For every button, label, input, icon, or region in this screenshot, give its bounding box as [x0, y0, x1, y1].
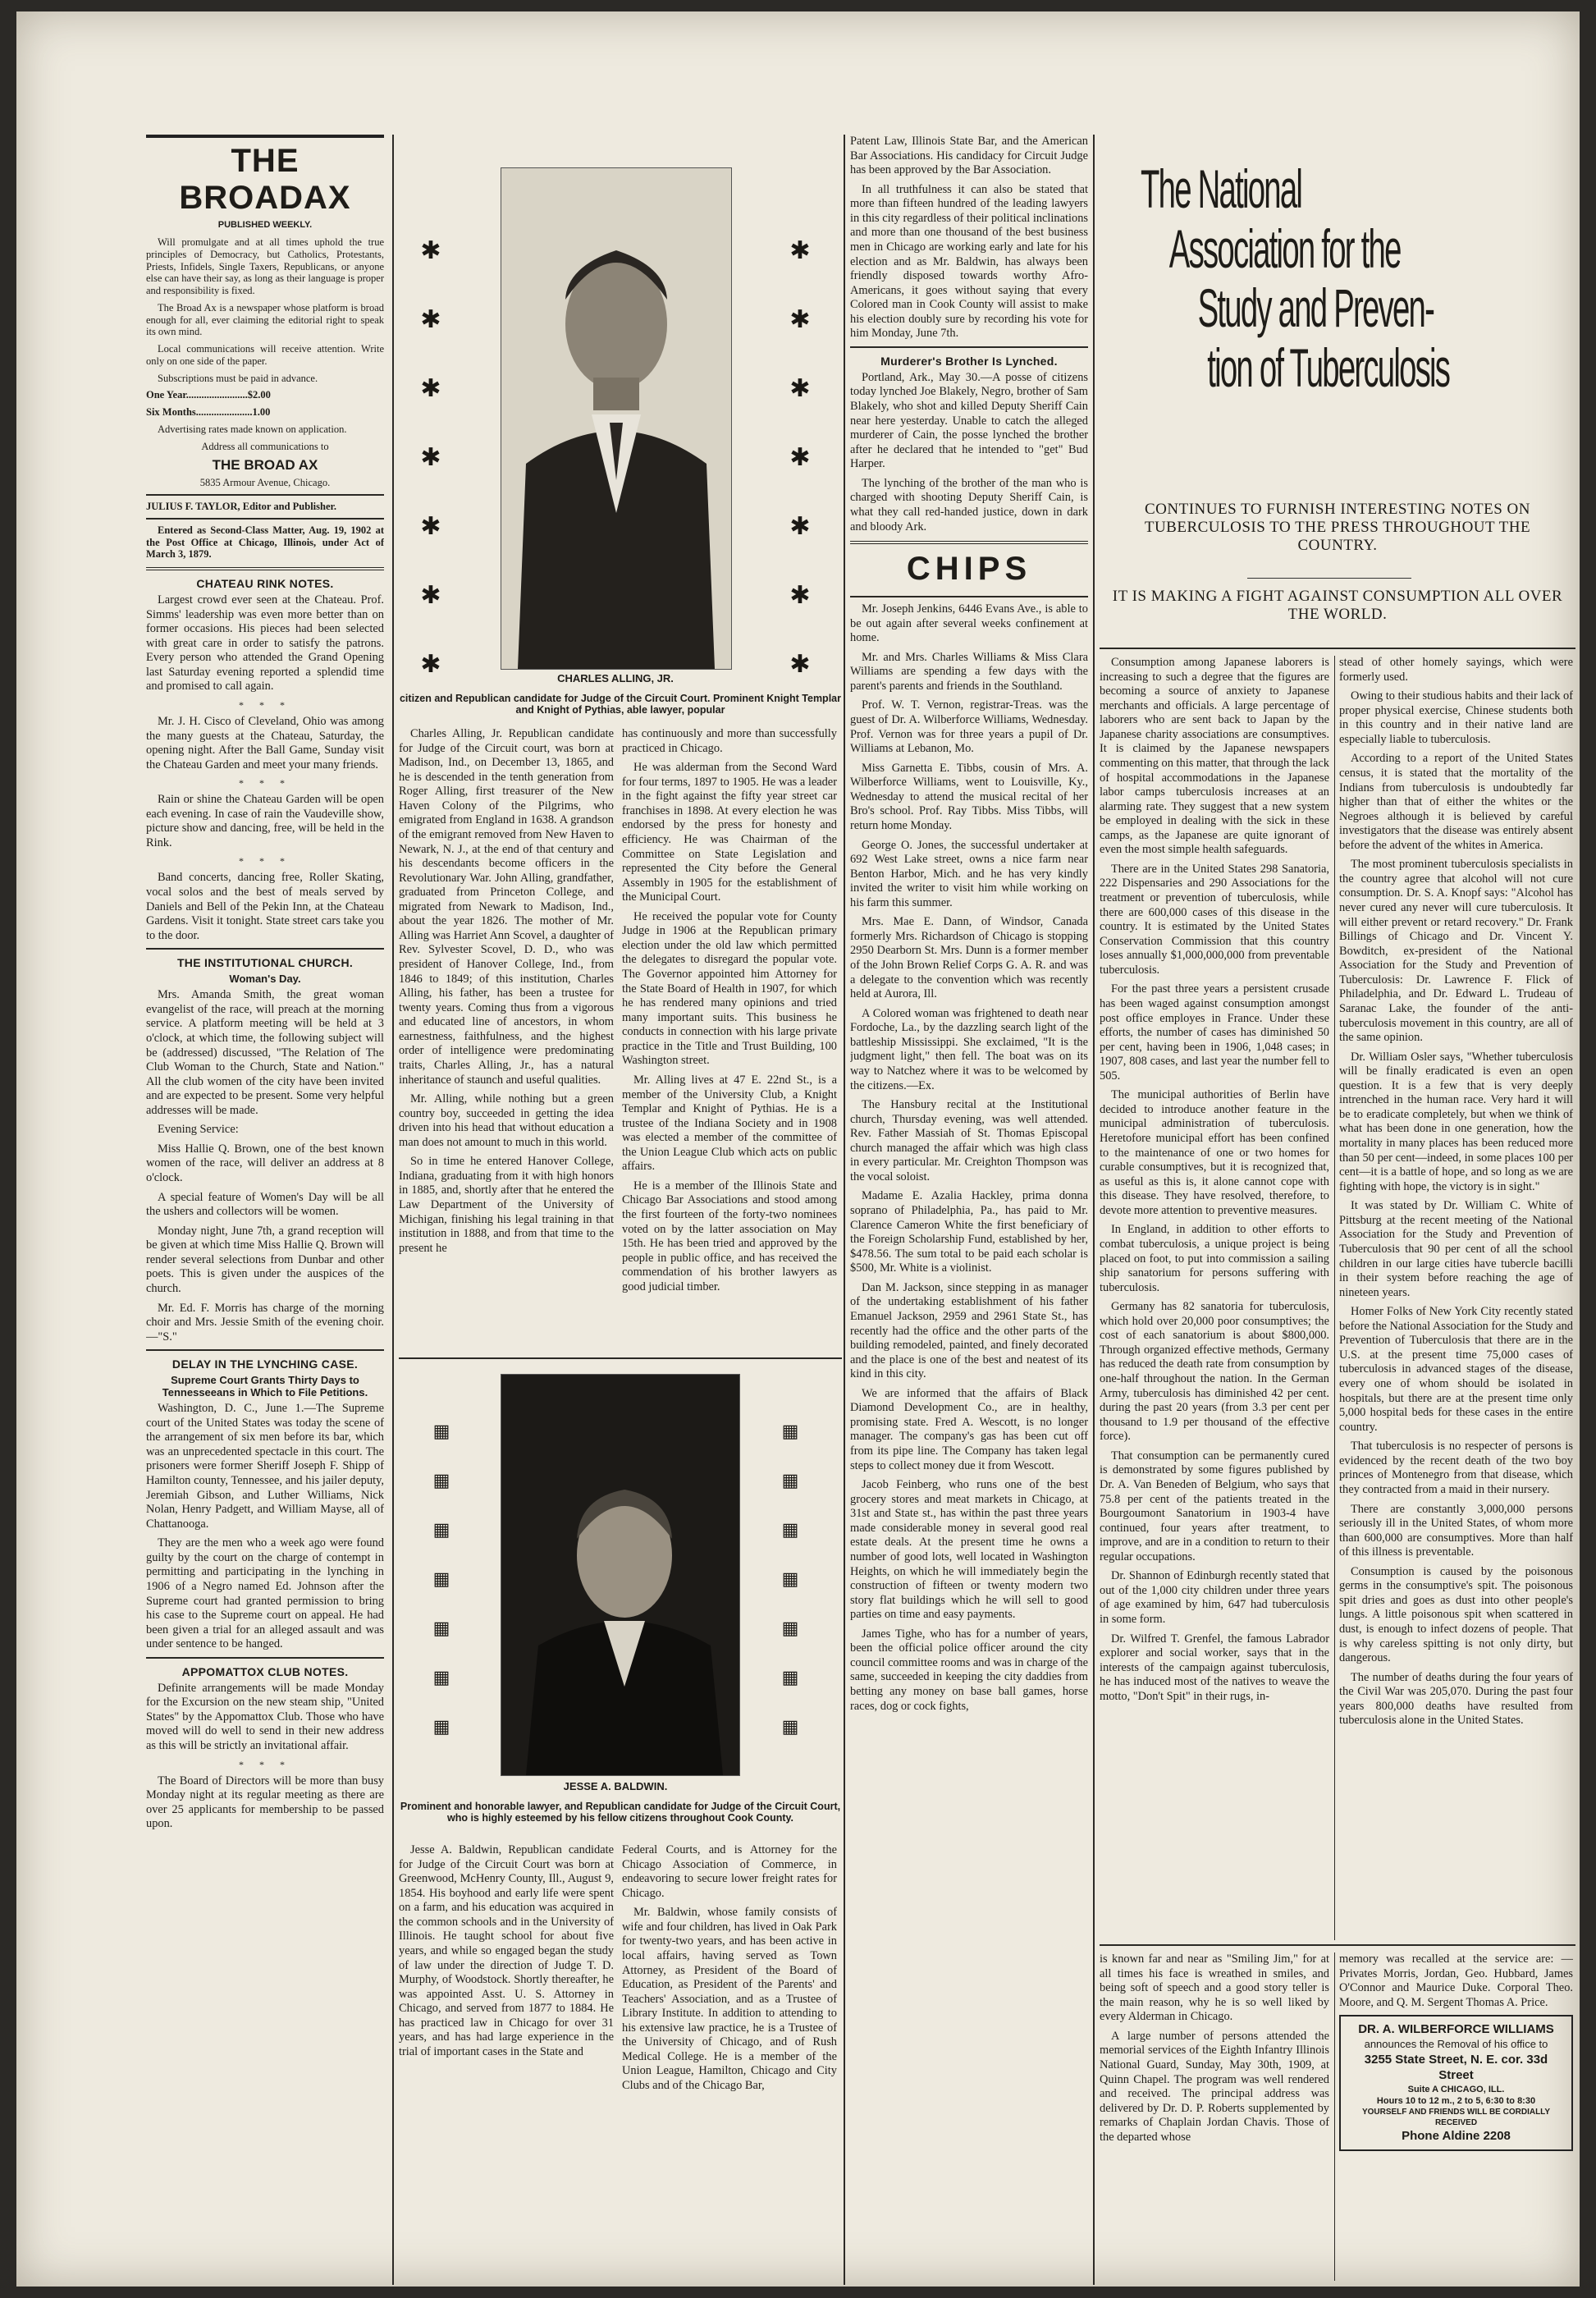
- article-paragraph: Mrs. Amanda Smith, the great woman evangelist of the race, will preach at the morning service. A platform meeting will be held at 3 o'clock, at which time, the following subject will be (addressed) discussed, "The Relation of The Club Woman to the Church, State and Nation." All the club women of the city have been invited and are expected to be present. Some very helpful addresses will be made.: [146, 988, 384, 1117]
- article-headline: THE INSTITUTIONAL CHURCH.: [176, 956, 354, 970]
- column-1: THE BROADAX PUBLISHED WEEKLY. Will promulgate and at all times uphold the true principles of Democracy, but Catholics, Protestants, Priests, Infidels, Single Taxers, Republicans, or anyone else can have their say, as long as their language is proper and responsibility is fixed. The Broad Ax is a newspaper whose platform is broad enough for all, ever claiming the editorial right to speak its own mind. Local communications will receive attention. Write only on one side of the paper. Subscriptions must be paid in advance. One Year........................$2.00 Six Months......................1.00 Advertising rates made known on application. Address all communications to THE BROAD AX 5835 Armour Avenue, Chicago. JULIUS F. TAYLOR, Editor and Publisher. Entered as Second-Class Matter, Aug. 19, 1902 at the Post Office at Chicago, Illinois, under Act of March 3, 1879. CHATEAU RINK NOTES. Largest crowd ever seen at the Chateau. Prof. Simms' leadership was even more better than on former occasions. His pieces had been selected with great care in order to satisfy the patrons. Every person who attended the Grand Opening last Saturday evening reported a splendid time and promised to call again. * * * Mr. J. H. Cisco of Cleveland, Ohio was among the many guests at the Chateau, Saturday, the opening night. After the Ball Game, Sunday visit the Chateau Garden and meet your many friends. * * * Rain or shine the Chateau Garden will be open each evening. In case of rain the Vaudeville show, picture show and dancing, free, will be held in the Rink. * * * Band concerts, dancing free, Roller Skating, vocal solos and the best of meals served by Daniels and Bell of the Pekin Inn, at the Chateau Gardens. Visit it tonight. State street cars take you to the door. THE INSTITUTIONAL CHURCH. Woman's Day. Mrs. Amanda Smith, the great woman evangelist of the race, will preach at the morning service. A platform meeting will be held at 3 o'clock, at which time, the following subject will be (addressed) discussed, "The Relation of The Club Woman to the Church, State and Nation." All the club women of the city have been invited and are expected to be present. Some very helpful addresses will be made. Evening Service: Miss Hallie Q. Brown, one of the best known women of the race, will deliver an address at 8 o'clock. A special feature of Women's Day will be all the ushers and collectors will be women. Monday night, June 7th, a grand reception will be given at which time Miss Hallie Q. Brown will render several selections from Dunbar and other poets. This is given under the auspices of the church. Mr. Ed. F. Morris has charge of the morning choir and Mrs. Jessie Smith of the evening choir.—"S." DELAY IN THE LYNCHING CASE. Supreme Court Grants Thirty Days to Tennesseeans in Which to File Petitions. Washington, D. C., June 1.—The Supreme court of the United States was today the scene of the arrangement of six men before its bar, which was an unprecedented spectacle in this court. The prisoners were former Sheriff Joseph F. Shipp of Hamilton county, Tennessee, and his jailer deputy, Jeremiah Gibson, and Luther Williams, Nick Nolan, Henry Padgett, and William Mayse, all of Chattanooga. They are the men who a week ago were found guilty by the court on the charge of contempt in permitting and participating in the lynching in 1906 of a Negro named Ed. Johnson after the Supreme court had granted permission to bring his case to the Supreme court on appeal. He had been given a trial for an alleged assault and was under sentence to be hanged. APPOMATTOX CLUB NOTES. Definite arrangements will be made Monday for the Excursion on the new steam ship, "United States" by the Appomattox Club. Those who have moved will do well to send in their new address as this will be strictly an invitational affair. * * * The Board of Directors will be more than busy Monday night at its regular meeting as there are over 25 applicants for membership to be passed upon.: [146, 135, 384, 2285]
- subscription-rate: Six Months......................1.00: [146, 406, 271, 418]
- article-paragraph: Patent Law, Illinois State Bar, and the American Bar Associations. His candidacy for Circuit Judge has been approved by the Bar Association.: [850, 135, 1088, 177]
- article-paragraph: That tuberculosis is no respecter of persons is evidenced by the recent death of the two boy princes of Montenegro from that disease, which they contracted from a maid in their nursery.: [1339, 1440, 1573, 1496]
- news-item: Jacob Feinberg, who runs one of the best grocery stores and meat markets in Chicago, at 31st and State st., has within the past three years made considerable money in several good real estate deals. At the present time he owns a number of good lots, well located in Washington Heights, on which he will immediately begin the construction of fifteen or twenty modern two story flat buildings which he will sell to good parties on time and easy payments.: [850, 1478, 1088, 1622]
- article-paragraph: Mr. Baldwin, whose family consists of wife and four children, has lived in Oak Park for twenty-two years, and has been active in local affairs, having served as Town Attorney, as President of the Board of Education, as President of the Parents' and Teachers' Association, and as a Trustee of Library Institute. In addition to attending to his extensive law practice, he is a Trustee of the University of Chicago, and of Rush Medical College. He is a member of the Union League, Hamilton, Chicago and City Clubs and of the Chicago Bar,: [622, 1906, 837, 2092]
- headline-line: Study and Preven-: [1197, 277, 1434, 339]
- paper-name: THE BROAD AX: [212, 457, 318, 474]
- headline-line: The National: [1141, 158, 1302, 219]
- headline-deck: IT IS MAKING A FIGHT AGAINST CONSUMPTION ALL OVER THE WORLD.: [1112, 588, 1563, 623]
- article-paragraph: Monday night, June 7th, a grand reception will be given at which time Miss Hallie Q. Brown will render several selections from Dunbar and other poets. This is given under the auspices of the church.: [146, 1224, 384, 1295]
- article-paragraph: Mr. Ed. F. Morris has charge of the morning choir and Mrs. Jessie Smith of the evening choir.—"S.": [146, 1301, 384, 1344]
- news-item: Mr. and Mrs. Charles Williams & Miss Clara Williams are spending a few days with the parent's parents and friends in the Southland.: [850, 650, 1088, 693]
- masthead-frequency: PUBLISHED WEEKLY.: [217, 220, 313, 230]
- article-paragraph: There are constantly 3,000,000 persons seriously ill in the United States, of whom more than 600,000 are consumptives. More than half of this illness is preventable.: [1339, 1502, 1573, 1559]
- masthead-platform: Local communications will receive attention. Write only on one side of the paper.: [146, 343, 384, 367]
- article-paragraph: Germany has 82 sanatoria for tuberculosis, which hold over 20,000 poor consumptives; the cost of each sanatorium is about $800,000. Through organized effective methods, Germany has reduced the death rate from consumption by one-half throughout the nation. In the German Army, tuberculosis has diminished 42 per cent. during the past 20 years (from 3.3 per cent per thousand to 1.9 per thousand of the effective force).: [1100, 1300, 1329, 1444]
- article-paragraph: Federal Courts, and is Attorney for the Chicago Association of Commerce, in endeavoring to secure lower freight rates for Chicago.: [622, 1843, 837, 1900]
- article-headline: APPOMATTOX CLUB NOTES.: [181, 1664, 349, 1678]
- article-paragraph: The number of deaths during the four years of the Civil War was 205,070. During the past four years 800,000 deaths have resulted from tuberculosis alone in the United States.: [1339, 1670, 1573, 1728]
- subscription-note: Subscriptions must be paid in advance.: [158, 372, 318, 384]
- masthead-title: THE BROADAX: [146, 135, 384, 217]
- article-paragraph: The most prominent tuberculosis specialists in the country agree that alcohol will not cure consumption. Dr. S. A. Knopf says: "Alcohol has never cured any never will cure tuberculosis. It will either prevent or retard recovery." Dr. Frank Billings of Chicago and Dr. Vincent Y. Bowditch, ex-president of the National Association for the Study and Prevention of Tuberculosis: Dr. Lawrence F. Flick of Philadelphia, and Dr. Edward L. Trudeau of Saranac Lake, the founder of the anti-tuberculosis movement in this country, are all of the same opinion.: [1339, 858, 1573, 1045]
- article-paragraph: Band concerts, dancing free, Roller Skating, vocal solos and the best of meals served by Daniels and Bell of the Pekin Inn, at the Chateau Gardens. Visit it tonight. State street cars take you to the door.: [146, 871, 384, 942]
- article-paragraph: That consumption can be permanently cured is demonstrated by some figures published by Dr. A. Van Beneden of Belgium, who says that 75.8 per cent of the patients treated in the Bourgoumont Sanatorium in 1903-4 have continued, four years after treatment, to improve, and are in a condition to return to their regular occupations.: [1100, 1449, 1329, 1563]
- article-paragraph: Dr. Wilfred T. Grenfel, the famous Labrador explorer and social worker, says that in the interests of the campaign against tuberculosis, he has induced most of the natives to weave the motto, "Don't Spit" in their rugs, in-: [1100, 1632, 1329, 1703]
- article-paragraph: Jesse A. Baldwin, Republican candidate for Judge of the Circuit Court was born at Greenwood, McHenry County, Ill., August 9, 1854. His boyhood and early life were spent on a farm, and his education was acquired in the common schools and in the University of Illinois. He taught school for about five years, and while so engaged began the study of law under the direction of Judge T. D. Murphy, of Woodstock. Shortly thereafter, he was appointed Asst. U. S. Attorney in Chicago, and served from 1877 to 1884. He has practiced law in Chicago for over 31 years, and has had large experience in the trial of important cases in the State and: [399, 1843, 614, 2058]
- tb-column-a: [1100, 656, 1329, 1940]
- article-headline: CHATEAU RINK NOTES.: [196, 577, 334, 590]
- article-subhead: Woman's Day.: [229, 973, 301, 986]
- article-paragraph: Largest crowd ever seen at the Chateau. Prof. Simms' leadership was even more better than on former occasions. His pieces had been selected with great care in order to satisfy the patrons. Every person who attended the Grand Opening last Saturday evening reported a splendid time and promised to call again.: [146, 593, 384, 694]
- news-item: A Colored woman was frightened to death near Fordoche, La., by the dazzling search light of the battleship Mississippi. She exclaimed, "It is the judgment light," then fell. The boat was on its way to Natchez where it was to be welcomed by the citizens.—Ex.: [850, 1006, 1088, 1092]
- address-note: Address all communications to: [201, 440, 329, 452]
- article-paragraph: Consumption is caused by the poisonous germs in the consumptive's spit. The poisonous spit dries and goes as dust into other people's lungs. A little poisonous spit when scattered in dust, is enough to infect dozens of people. That is why careless spitting is not only dirty, but dangerous.: [1339, 1564, 1573, 1665]
- article-paragraph: Dr. Shannon of Edinburgh recently stated that out of the 1,000 city children under three years of age examined by him, 647 had tuberculosis in some form.: [1100, 1569, 1329, 1626]
- chips-heading: CHIPS: [906, 551, 1032, 588]
- article-paragraph: He received the popular vote for County Judge in 1906 at the Republican primary election under the old law which permitted the delegates to disregard the popular vote. The Governor appointed him Attorney for the State Board of Health in 1907, for which he has rendered many opinions and tried many important suits. This business he conducts in connection with his large private practice in the Title and Trust Building, 100 Washington street.: [622, 909, 837, 1068]
- article-headline: DELAY IN THE LYNCHING CASE.: [171, 1357, 359, 1371]
- article-paragraph: The Board of Directors will be more than busy Monday night at its regular meeting as there are over 25 applicants for membership to be passed upon.: [146, 1774, 384, 1831]
- article-paragraph: Washington, D. C., June 1.—The Supreme court of the United States was today the scene of the arrangement of six men before its bar, which was an unprecedented spectacle in this court. The prisoners were former Sheriff Joseph F. Shipp of Hamilton county, Tennessee, and his jailer deputy, Jeremiah Gibson, and Luther Williams, Nick Nolan, Henry Padgett, and William Mayse, all of Chattanooga.: [146, 1402, 384, 1531]
- news-item: We are informed that the affairs of Black Diamond Development Co., are in healthy, promising state. Fred A. Wescott, is no longer manager. The company's gas has been cut off from its pipe line. The Company has taken legal steps to collect money due it from Wescott.: [850, 1386, 1088, 1472]
- article-paragraph: Rain or shine the Chateau Garden will be open each evening. In case of rain the Vaudeville show, picture show and dancing, free, will be held in the Rink.: [146, 793, 384, 849]
- article-paragraph: Owing to their studious habits and their lack of proper physical exercise, Chinese students both in this country and in their native land are especially liable to tuberculosis.: [1339, 689, 1573, 746]
- tb-column-b: [1339, 656, 1573, 1940]
- article-paragraph: Definite arrangements will be made Monday for the Excursion on the new steam ship, "United States" by the Appomattox Club. Those who have moved will do well to send in their new address as this will be strictly an invitational affair.: [146, 1681, 384, 1752]
- news-item: Miss Garnetta E. Tibbs, cousin of Mrs. A. Wilberforce Williams, went to Louisville, Ky., Wednesday to attend the musical recital of her Bro's school. Prof. Ray Tibbs. Miss Tibbs, will return home Monday.: [850, 761, 1088, 832]
- article-paragraph: Charles Alling, Jr. Republican candidate for Judge of the Circuit court, was born at Madison, Ind., on December 13, 1865, and he is descended in the tenth generation from Roger Alling, first treasurer of the New Haven Colony of the Pilgrims, who emigrated from England in 1638. A grandson of the emigrant removed from New Haven to Newark, N. J., at the end of that century and his descendants become officers in the Revolutionary War. John Alling, grandfather, graduated from Princeton College, and migrated from Newark to Madison, Ind., about the year 1826. The mother of Mr. Alling was Harriet Ann Scovel, a daughter of Rev. Sylvester Scovel, D. D., who was president of Hanover College, Ind., from 1846 to 1849; of this institution, Charles Alling, his father, has been a trustee for twenty years. Coming thus from a vigorous and educated line of ancestors, in whom earnestness, faithfulness, and the highest order of intelligence were predominating traits, Charles Alling, Jr., has a natural inheritance of staunch and useful qualities.: [399, 727, 614, 1087]
- article-paragraph: They are the men who a week ago were found guilty by the court on the charge of contempt in permitting and participating in the lynching in 1906 of a Negro named Ed. Johnson after the Supreme court had granted permission to bring his case to the Supreme court on appeal. He had been given a trial for an alleged assault and was under sentence to be hanged.: [146, 1536, 384, 1651]
- alling-column-b: [622, 727, 837, 1351]
- photo-caption-name: JESSE A. BALDWIN.: [563, 1780, 668, 1792]
- article-paragraph: The lynching of the brother of the man who is charged with shooting Deputy Sheriff Cain, is what they call red-handed justice, down in dark and bloody Ark.: [850, 476, 1088, 533]
- ornament-left: ▦ ▦ ▦ ▦ ▦ ▦ ▦: [432, 1421, 450, 1737]
- article-paragraph: Evening Service:: [158, 1123, 239, 1137]
- news-item: The Hansbury recital at the Institutional church, Thursday evening, was well attended. Rev. Father Massiah of St. Thomas Episcopal church managed the affair which was high class in every particular. Mr. Creighton Thompson was the vocal soloist.: [850, 1098, 1088, 1183]
- ad-line: 3255 State Street, N. E. cor. 33d Street: [1364, 2052, 1548, 2083]
- article-subhead: Supreme Court Grants Thirty Days to Tennesseeans in Which to File Petitions.: [162, 1374, 368, 1399]
- article-paragraph: Miss Hallie Q. Brown, one of the best known women of the race, will deliver an address at 8 o'clock.: [146, 1142, 384, 1184]
- article-paragraph: A special feature of Women's Day will be all the ushers and collectors will be women.: [146, 1190, 384, 1219]
- news-item: James Tighe, who has for a number of years, been the official police officer around the city council committee rooms and was in charge of the same, succeeded in keeping the city daddies from betting any money on base ball games, horse races, dog or cock fights,: [850, 1627, 1088, 1713]
- editor-line: JULIUS F. TAYLOR, Editor and Publisher.: [146, 501, 337, 512]
- ornament-left: ✱ ✱ ✱ ✱ ✱ ✱ ✱: [420, 237, 441, 678]
- article-paragraph: has continuously and more than successfully practiced in Chicago.: [622, 727, 837, 755]
- article-paragraph: The municipal authorities of Berlin have decided to introduce another feature in the municipal administration of tuberculosis. Heretofore municipal effort has been confined to the maintenance of one or two homes for curable consumptives, but it is recognized that, as useful as this is, it alone cannot cope with this disease. They have resolved, therefore, to devote more attention to preventive measures.: [1100, 1088, 1329, 1217]
- article-paragraph: He was alderman from the Second Ward for four terms, 1897 to 1905. He was a leader in the fight against the fifty year street car franchises in 1898. At every election he was endorsed by the press for honesty and efficiency. He was Chairman of the Committee on State Legislation and represented the City before the General Assembly in 1905 for the establishment of the Municipal Court.: [622, 761, 837, 904]
- article-paragraph: Homer Folks of New York City recently stated before the National Association for the Study and Prevention of Tuberculosis that there are in the U.S. at the present time 75,000 cases of tuberculosis in advanced stages of the disease, every one of whom should be isolated in hospitals, but there are at the present time only 5,000 hospital beds for these cases in the entire country.: [1339, 1305, 1573, 1434]
- portrait-charles-alling: [501, 167, 732, 670]
- headline-deck: CONTINUES TO FURNISH INTERESTING NOTES ON TUBERCULOSIS TO THE PRESS THROUGHOUT THE COUNTRY.: [1144, 501, 1531, 554]
- ad-line: Suite A CHICAGO, ILL.: [1407, 2084, 1505, 2094]
- masthead-platform: Will promulgate and at all times uphold the true principles of Democracy, but Catholics, Protestants, Priests, Infidels, Single Taxers, Republicans, or anyone else can have their say, as long as their language is proper and responsibility is fixed.: [146, 236, 384, 296]
- news-item: Madame E. Azalia Hackley, prima donna soprano of Philadelphia, Pa., has paid to Mr. Clarence Cameron White the first beneficiary of the Foreign Scholarship Fund, established by her, $478.56. The sum total to be paid each scholar is $500, Mr. White is a violinist.: [850, 1189, 1088, 1275]
- photo-caption: citizen and Republican candidate for Judge of the Circuit Court. Prominent Knight Templar and Knight of Pythias, able lawyer, popular: [399, 693, 841, 716]
- photo-caption: Prominent and honorable lawyer, and Republican candidate for Judge of the Circuit Court, who is highly esteemed by his fellow citizens throughout Cook County.: [400, 1801, 841, 1824]
- newspaper-page: [16, 11, 1580, 2287]
- article-paragraph: Dr. William Osler says, "Whether tuberculosis will be finally eradicated is even an open question. It is a few that is very deeply intrenched in the human race. Very hard it will be to eradicate completely, but when we think of what has been done in one generation, how the mortality in many places has been reduced more than 50 per cent—indeed, in some places 100 per cent—it is a battle of hope, and so long as we are fighting with hope, the victory is in sight.": [1339, 1050, 1573, 1193]
- bottom-column-b: [1339, 1952, 1573, 2281]
- subscription-rate: One Year........................$2.00: [146, 389, 271, 401]
- portrait-jesse-baldwin: [501, 1374, 740, 1776]
- article-paragraph: memory was recalled at the service are: —Privates Morris, Jordan, Geo. Hubbard, James O'Connor and Maurice Duke. Corporal Theo. Moore, and Q. M. Sergent Thomas A. Price.: [1339, 1952, 1573, 2009]
- ad-line: Phone Aldine 2208: [1402, 2129, 1511, 2144]
- photo-caption-name: CHARLES ALLING, JR.: [557, 672, 674, 684]
- postal-entry: Entered as Second-Class Matter, Aug. 19, 1902 at the Post Office at Chicago, Illinois, under Act of March 3, 1879.: [146, 524, 384, 561]
- article-paragraph: In England, in addition to other efforts to combat tuberculosis, a unique project is being placed on foot, to put into commission a sailing ship sanatorium for persons suffering with tuberculosis.: [1100, 1223, 1329, 1294]
- headline-line: Association for the: [1168, 217, 1401, 279]
- news-item: Prof. W. T. Vernon, registrar-Treas. was the guest of Dr. A. Wilberforce Williams, Wednesday. Prof. Vernon was for three years a pupil of Dr. Williams at Lebanon, Mo.: [850, 698, 1088, 756]
- ornament-right: ✱ ✱ ✱ ✱ ✱ ✱ ✱: [789, 237, 811, 678]
- ornament-right: ▦ ▦ ▦ ▦ ▦ ▦ ▦: [781, 1421, 799, 1737]
- paper-address: 5835 Armour Avenue, Chicago.: [199, 477, 331, 489]
- article-paragraph: Mr. J. H. Cisco of Cleveland, Ohio was among the many guests at the Chateau, Saturday, the opening night. After the Ball Game, Sunday visit the Chateau Garden and meet your many friends.: [146, 714, 384, 771]
- article-paragraph: There are in the United States 298 Sanatoria, 222 Dispensaries and 290 Associations for the treatment or prevention of tuberculosis, while there are 600,000 cases of this disease in the country. It is estimated by the United States Conservation Commission that this country loses annually $1,000,000,000 from preventable tuberculosis.: [1100, 862, 1329, 977]
- article-paragraph: Consumption among Japanese laborers is increasing to such a degree that the figures are becoming a source of anxiety to Japanese merchants and officials. A large percentage of laborers who are sent back to Japan by the Japanese charity associations are consumptives. It is claimed by the Japanese newspapers commenting on this matter, that through the lack of hospital accommodations in the Japanese labor camps tuberculosis increases at an alarming rate. They suggest that a new system be employed in dealing with the sick in these camps, as the Japanese are quite ignorant of even the most simple health safeguards.: [1100, 656, 1329, 857]
- article-paragraph: Portland, Ark., May 30.—A posse of citizens today lynched Joe Blakely, Negro, brother of Sam Blakely, who shot and killed Deputy Sheriff Cain near here yesterday. Unable to catch the alleged murderer of Cain, the posse lynched the brother after he declared that he intended to "get" Bud Harper.: [850, 370, 1088, 471]
- article-paragraph: stead of other homely sayings, which were formerly used.: [1339, 656, 1573, 684]
- ad-line: YOURSELF AND FRIENDS WILL BE CORDIALLY RECEIVED: [1361, 2108, 1551, 2128]
- column-4: [850, 135, 1088, 2285]
- article-headline: Murderer's Brother Is Lynched.: [880, 354, 1058, 368]
- ad-line: announces the Removal of his office to: [1364, 2037, 1548, 2050]
- masthead-platform: The Broad Ax is a newspaper whose platform is broad enough for all, ever claiming the editorial right to speak its own mind.: [146, 301, 384, 338]
- news-item: George O. Jones, the successful undertaker at 692 West Lake street, owns a nice farm near Benton Harbor, Mich. and he has very kindly invited the writer to visit him while working on his farm this summer.: [850, 838, 1088, 909]
- article-paragraph: is known far and near as "Smiling Jim," for at all times his face is wreathed in smiles, and being soft of speech and a good story teller is the main reason, why he is so well liked by every Alderman in Chicago.: [1100, 1952, 1329, 2024]
- article-paragraph: It was stated by Dr. William C. White of Pittsburg at the recent meeting of the National Association for the Study and Prevention of Tuberculosis that 90 per cent of all the school children in our large cities have tubercle bacilli in their system before reaching the age of nineteen years.: [1339, 1199, 1573, 1299]
- article-paragraph: A large number of persons attended the memorial services of the Eighth Infantry Illinois National Guard, Sunday, May 30th, 1909, at Quinn Chapel. The program was well rendered and received. The principal address was delivered by Dr. D. P. Roberts supplemented by remarks of Chaplain Jordan Chavis. Those of the departed whose: [1100, 2029, 1329, 2144]
- article-paragraph: So in time he entered Hanover College, Indiana, graduating from it with high honors in 1885, and, shortly after that he entered the Law Department of the University of Michigan, finishing his legal training in that institution in 1888, and from that time to the present he: [399, 1155, 614, 1255]
- doctor-advertisement: [1339, 2015, 1573, 2150]
- advertising-note: Advertising rates made known on application.: [158, 423, 347, 435]
- article-paragraph: Mr. Alling lives at 47 E. 22nd St., is a member of the University Club, a Knight Templar and Knight of Pythias. He is a trustee of the Indiana Society and in 1908 was elected a member of the committee of the Union League Club which acts on public affairs.: [622, 1073, 837, 1174]
- news-item: Dan M. Jackson, since stepping in as manager of the undertaking establishment of his father Emanuel Jackson, 2959 and 2961 State St., has recently had the office and the other parts of the building remodeled, painted, and finely decorated and the place is one of the best and neatest of its kind in this city.: [850, 1280, 1088, 1381]
- baldwin-column-b: [622, 1843, 837, 2287]
- article-paragraph: For the past three years a persistent crusade has been waged against consumption amongst post office employes in France. Under these efforts, the number of cases has diminished 50 per cent, having been in 1906, 1,048 cases; in 1907, 808 cases, and last year the number fell to 505.: [1100, 982, 1329, 1083]
- headline-line: tion of Tuberculosis: [1207, 336, 1450, 398]
- news-item: Mrs. Mae E. Dann, of Windsor, Canada formerly Mrs. Richardson of Chicago is stopping 2950 Dearborn St. Mrs. Dunn is a former member of the John Brown Relief Corps G. A. R. and was a delegate to the convention which was recently held at Aurora, Ill.: [850, 915, 1088, 1001]
- baldwin-column-a: [399, 1843, 614, 2287]
- ad-line: DR. A. WILBERFORCE WILLIAMS: [1358, 2022, 1554, 2037]
- bottom-column-a: [1100, 1952, 1329, 2281]
- alling-column-a: [399, 727, 614, 1351]
- article-paragraph: Mr. Alling, while nothing but a green country boy, succeeded in getting the idea driven into his head that without education a man does not amount to much in this world.: [399, 1092, 614, 1149]
- article-paragraph: According to a report of the United States census, it is stated that the mortality of the Indians from tuberculosis is undoubtedly far higher than that of either the whites or the Negroes although it is believed by careful investigators that the disease was entirely absent before the advent of the whites in America.: [1339, 752, 1573, 852]
- ad-line: Hours 10 to 12 m., 2 to 5, 6:30 to 8:30: [1376, 2095, 1536, 2106]
- article-paragraph: He is a member of the Illinois State and Chicago Bar Associations and stood among the first fourteen of the forty-two nominees voted on by the latter association on May 15th. He has been tried and approved by the people in public office, and has received the commendation of his brother lawyers as good judicial timber.: [622, 1179, 837, 1293]
- tuberculosis-headline: [1141, 159, 1449, 397]
- news-item: Mr. Joseph Jenkins, 6446 Evans Ave., is able to be out again after several weeks confinement at home.: [850, 602, 1088, 645]
- article-paragraph: In all truthfulness it can also be stated that more than fifteen hundred of the leading lawyers in this city regardless of their political inclinations and more than one thousand of the best business men in Chicago are working early and late for his election and as Mr. Baldwin, has always been friendly disposed towards worthy Afro-Americans, it goes without saying that every Colored man in Cook County will assist to make his election doubly sure by recording his vote for him Monday, June 7th.: [850, 182, 1088, 341]
